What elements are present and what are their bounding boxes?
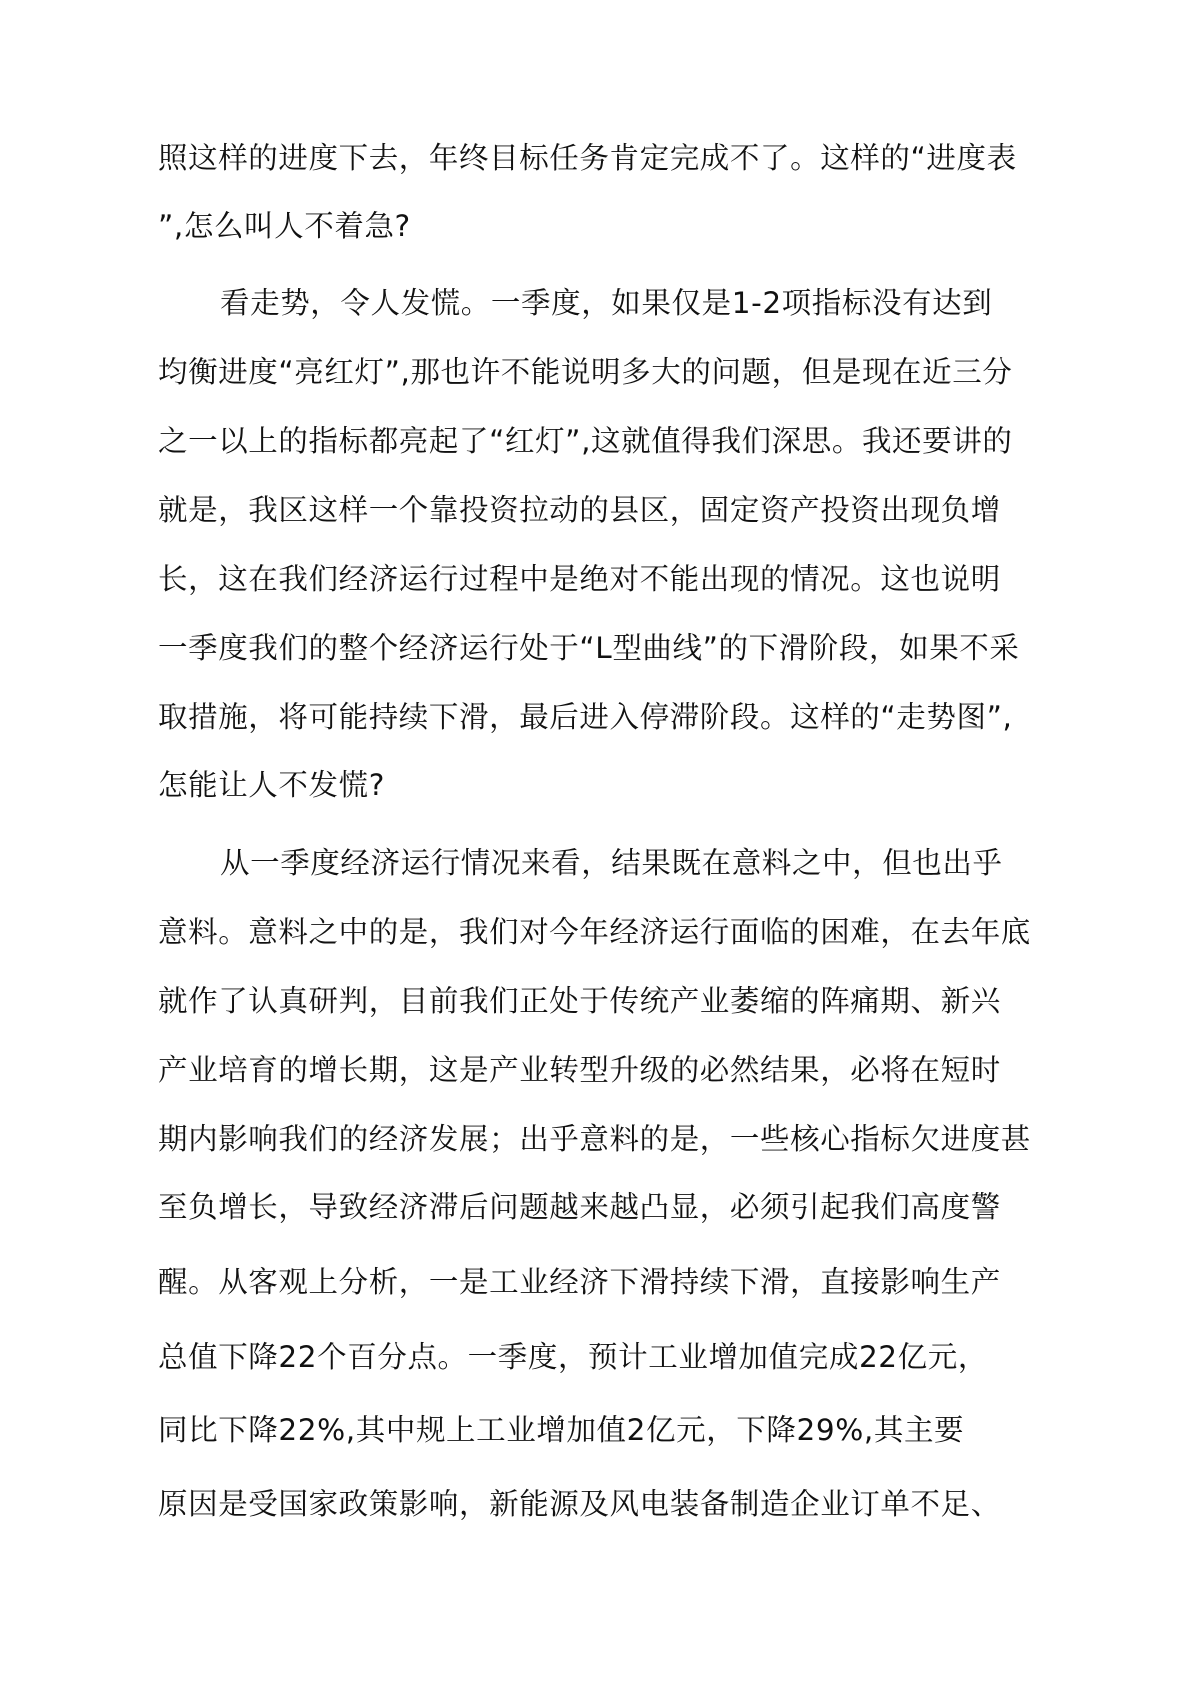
text-line: 照这样的进度下去，年终目标任务肯定完成不了。这样的“进度表 — [158, 141, 1017, 175]
paragraph-first-line: 从一季度经济运行情况来看，结果既在意料之中，但也出乎 — [220, 846, 1003, 880]
text-line: 总值下降22个百分点。一季度，预计工业增加值完成22亿元， — [158, 1340, 988, 1374]
text-line: 醒。从客观上分析，一是工业经济下滑持续下滑，直接影响生产 — [158, 1265, 1001, 1299]
text-line: 长，这在我们经济运行过程中是绝对不能出现的情况。这也说明 — [158, 562, 1001, 596]
text-line: 同比下降22%,其中规上工业增加值2亿元，下降29%,其主要 — [158, 1413, 965, 1447]
text-line: ”,怎么叫人不着急? — [158, 209, 411, 243]
text-line: 取措施，将可能持续下滑，最后进入停滞阶段。这样的“走势图”, — [158, 700, 1013, 734]
text-line: 均衡进度“亮红灯”,那也许不能说明多大的问题，但是现在近三分 — [158, 355, 1013, 389]
text-line: 期内影响我们的经济发展；出乎意料的是，一些核心指标欠进度甚 — [158, 1122, 1031, 1156]
paragraph-first-line: 看走势，令人发慌。一季度，如果仅是1-2项指标没有达到 — [220, 286, 993, 320]
text-line: 原因是受国家政策影响，新能源及风电装备制造企业订单不足、 — [158, 1487, 1001, 1521]
text-line: 之一以上的指标都亮起了“红灯”,这就值得我们深思。我还要讲的 — [158, 424, 1013, 458]
text-line: 产业培育的增长期，这是产业转型升级的必然结果，必将在短时 — [158, 1053, 1001, 1087]
text-line: 就是，我区这样一个靠投资拉动的县区，固定资产投资出现负增 — [158, 493, 1001, 527]
text-line: 至负增长，导致经济滞后问题越来越凸显，必须引起我们高度警 — [158, 1190, 1001, 1224]
text-line: 怎能让人不发慌? — [158, 768, 385, 802]
text-line: 就作了认真研判，目前我们正处于传统产业萎缩的阵痛期、新兴 — [158, 984, 1001, 1018]
text-line: 一季度我们的整个经济运行处于“L型曲线”的下滑阶段，如果不采 — [158, 631, 1020, 665]
text-line: 意料。意料之中的是，我们对今年经济运行面临的困难，在去年底 — [158, 915, 1031, 949]
